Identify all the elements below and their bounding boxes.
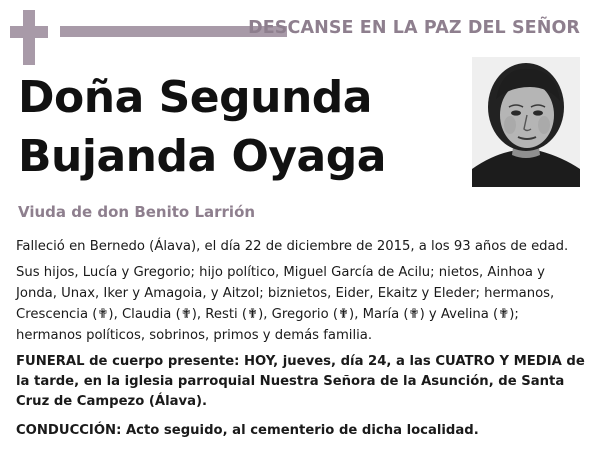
portrait-photo	[472, 57, 580, 187]
portrait-illustration	[472, 57, 580, 187]
death-notice: Falleció en Bernedo (Álava), el día 22 de diciembre de 2015, a los 93 años de edad.	[16, 239, 569, 254]
cross-icon	[10, 10, 48, 65]
cross-horizontal-bar	[10, 26, 48, 38]
header-title: DESCANSE EN LA PAZ DEL SEÑOR	[248, 18, 580, 38]
conduction-details: CONDUCCIÓN: Acto seguido, al cementerio de dicha localidad.	[16, 423, 479, 438]
family-list: Sus hijos, Lucía y Gregorio; hijo político, Miguel García de Acilu; nietos, Ainhoa y Jonda, Unax, Iker y Amagoia, y Aitzol; biznietos, Eider, Ekaitz y Eleder; hermanos, Crescencia (✟), Claudia (✟), Resti (✟), Gregorio (✟), María (✟) y Avelina (✟); hermanos políticos, sobrinos, primos y demás familia.	[16, 265, 555, 343]
deceased-name-line1: Doña Segunda	[18, 72, 372, 123]
deceased-name-line2: Bujanda Oyaga	[18, 131, 386, 182]
widow-of-line: Viuda de don Benito Larrión	[18, 203, 256, 221]
funeral-details: FUNERAL de cuerpo presente: HOY, jueves, día 24, a las CUATRO Y MEDIA de la tarde, en la iglesia parroquial Nuestra Señora de la Asunción, de Santa Cruz de Campezo (Álava).	[16, 354, 585, 409]
